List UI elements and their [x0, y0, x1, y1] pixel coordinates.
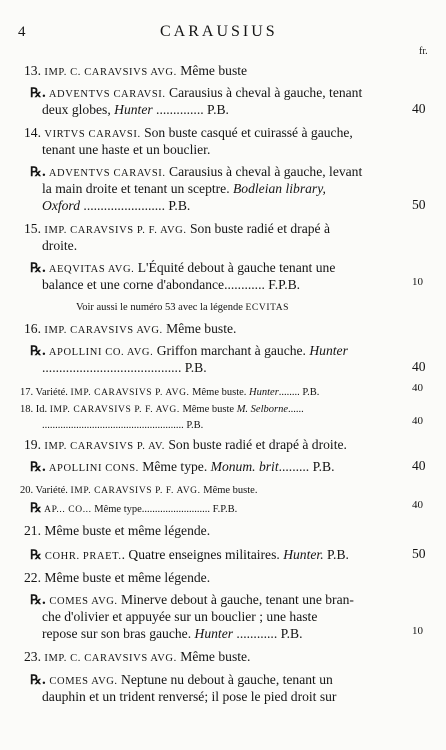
text-segment: IMP. C. CARAVSIVS AVG. — [44, 67, 177, 78]
text-segment: IMP. C. CARAVSIVS AVG. — [44, 653, 177, 664]
text-segment: 15. — [24, 221, 45, 236]
text-segment: ............ P.B. — [233, 626, 303, 641]
text-segment: IMP. CARAVSIVS P. AV. — [44, 441, 165, 452]
text-segment: Même buste — [176, 63, 248, 78]
text-segment: 22. Même buste et même légende. — [24, 570, 211, 585]
text-line — [42, 141, 210, 158]
text-segment: Son buste casqué et cuirassé à gauche, — [140, 125, 353, 140]
text-segment: 23. — [24, 649, 45, 664]
text-line — [24, 522, 210, 539]
value-figure: 10 — [412, 276, 423, 288]
text-segment: Son buste radié et drapé à — [186, 221, 331, 236]
text-line — [30, 499, 237, 519]
value-figure: 50 — [412, 546, 426, 561]
text-segment: ECVITAS — [245, 303, 290, 313]
text-segment: ADVENTVS CARAVSI. — [46, 89, 166, 100]
text-segment: Hunter — [249, 387, 279, 398]
text-segment: Même buste. — [176, 649, 251, 664]
text-segment: AEQVITAS AVG. — [46, 264, 135, 275]
text-segment: ......................................... P.B. — [42, 360, 207, 375]
page-number: 4 — [18, 24, 26, 40]
text-segment: Bodleian library, — [233, 181, 326, 196]
text-segment: IMP. CARAVSIVS AVG. — [44, 325, 163, 336]
text-line — [30, 546, 349, 565]
reverse-symbol: ℞. — [30, 165, 47, 180]
text-segment: repose sur son bras gauche. — [42, 626, 195, 641]
text-segment: ........ P.B. — [278, 387, 320, 398]
text-segment: . Quatre enseignes militaires. — [121, 547, 284, 562]
reverse-symbol: ℞. — [30, 86, 47, 101]
text-segment: Griffon marchant à gauche. — [153, 343, 310, 358]
value-figure: 40 — [412, 415, 423, 427]
text-segment: 18. Id. — [20, 404, 50, 415]
text-segment: Même buste. — [200, 485, 258, 496]
text-segment: balance et une corne d'abondance............ F.P.B. — [42, 277, 301, 292]
text-segment: Carausius à cheval à gauche, levant — [165, 164, 363, 179]
running-title: CARAUSIUS — [160, 23, 278, 40]
reverse-symbol: ℞ — [30, 548, 42, 563]
text-segment: 16. — [24, 321, 45, 336]
value-figure: 40 — [412, 499, 423, 511]
reverse-symbol: ℞. — [30, 593, 47, 608]
text-line — [30, 458, 335, 477]
text-segment: ADVENTVS CARAVSI. — [46, 168, 166, 179]
text-segment: IMP. CARAVSIVS P. F. AVG. — [44, 225, 187, 236]
text-segment: dauphin et un trident renversé; il pose le pied droit sur — [42, 689, 337, 704]
text-segment: 14. — [24, 125, 45, 140]
text-segment: 17. Variété. — [20, 387, 71, 398]
text-segment: IMP. CARAVSIVS P. AVG. — [70, 388, 190, 398]
text-segment: ......... P.B. — [278, 459, 335, 474]
text-segment: ...... — [288, 404, 304, 415]
text-segment: Hunter — [114, 102, 153, 117]
text-line — [24, 436, 347, 455]
text-segment: tenant une haste et un bouclier. — [42, 142, 211, 157]
text-segment: .............. P.B. — [152, 102, 229, 117]
text-line — [42, 180, 326, 197]
text-segment: Son buste radié et drapé à droite. — [164, 437, 347, 452]
text-line — [24, 569, 210, 586]
text-segment: deux globes, — [42, 102, 115, 117]
reverse-symbol: ℞ — [30, 501, 42, 516]
text-segment: APOLLINI CONS. — [46, 463, 139, 474]
reverse-symbol: ℞. — [30, 673, 47, 688]
text-segment: Même buste. — [189, 387, 250, 398]
text-segment: ...................................................... P.B. — [42, 420, 204, 431]
text-segment: Même type.......................... F.P.B. — [91, 504, 238, 515]
text-segment: L'Équité debout à gauche tenant une — [134, 260, 336, 275]
text-line — [24, 62, 247, 81]
text-line — [42, 625, 303, 642]
text-line — [42, 197, 190, 214]
text-segment: droite. — [42, 238, 78, 253]
text-segment: COMES AVG. — [46, 596, 118, 607]
text-segment: Hunter — [194, 626, 234, 641]
text-line — [42, 608, 317, 625]
value-figure: 40 — [412, 101, 426, 116]
text-line — [42, 101, 229, 118]
value-figure: 40 — [412, 458, 426, 473]
text-segment: Oxford — [42, 198, 81, 213]
text-line — [76, 297, 289, 317]
text-segment: APOLLINI CO. AVG. — [46, 347, 154, 358]
text-segment: AP... CO... — [41, 505, 92, 515]
text-segment: che d'olivier et appuyée sur un bouclier ; une haste — [42, 609, 318, 624]
reverse-symbol: ℞. — [30, 344, 47, 359]
text-segment: COHR. PRAET. — [41, 551, 122, 562]
text-segment: Même buste — [179, 404, 237, 415]
reverse-symbol: ℞. — [30, 261, 47, 276]
column-label: fr. — [419, 46, 428, 57]
text-segment: 13. — [24, 63, 45, 78]
value-figure: 40 — [412, 382, 423, 394]
text-segment: Hunter — [309, 343, 348, 358]
text-line — [42, 237, 77, 254]
text-line — [24, 320, 236, 339]
text-segment: Même buste. — [162, 321, 237, 336]
text-segment: Carausius à cheval à gauche, tenant — [165, 85, 363, 100]
text-segment: 19. — [24, 437, 45, 452]
value-figure: 10 — [412, 625, 423, 637]
text-segment: ........................ P.B. — [80, 198, 191, 213]
text-segment: 21. Même buste et même légende. — [24, 523, 211, 538]
text-line — [42, 359, 207, 376]
value-figure: 40 — [412, 359, 426, 374]
text-line — [24, 648, 250, 667]
text-segment: la main droite et tenant un sceptre. — [42, 181, 233, 196]
text-segment: Neptune nu debout à gauche, tenant un — [117, 672, 333, 687]
text-segment: 20. Variété. — [20, 485, 71, 496]
text-line — [42, 688, 336, 705]
text-segment: VIRTVS CARAVSI. — [44, 129, 141, 140]
text-segment: IMP. CARAVSIVS P. F. AVG. — [70, 486, 201, 496]
text-segment: P.B. — [323, 547, 349, 562]
text-segment: Même type. — [138, 459, 211, 474]
text-segment: Minerve debout à gauche, tenant une bran- — [117, 592, 354, 607]
text-segment: Monum. brit — [210, 459, 279, 474]
reverse-symbol: ℞. — [30, 460, 47, 475]
text-segment: Voir aussi le numéro 53 avec la légende — [76, 302, 246, 313]
text-segment: IMP. CARAVSIVS P. F. AVG. — [49, 405, 180, 415]
text-line — [42, 276, 300, 293]
text-segment: Hunter. — [283, 547, 324, 562]
text-line — [20, 480, 257, 500]
text-line — [42, 415, 203, 434]
value-figure: 50 — [412, 197, 426, 212]
text-segment: M. Selborne — [236, 404, 289, 415]
text-segment: COMES AVG. — [46, 676, 118, 687]
